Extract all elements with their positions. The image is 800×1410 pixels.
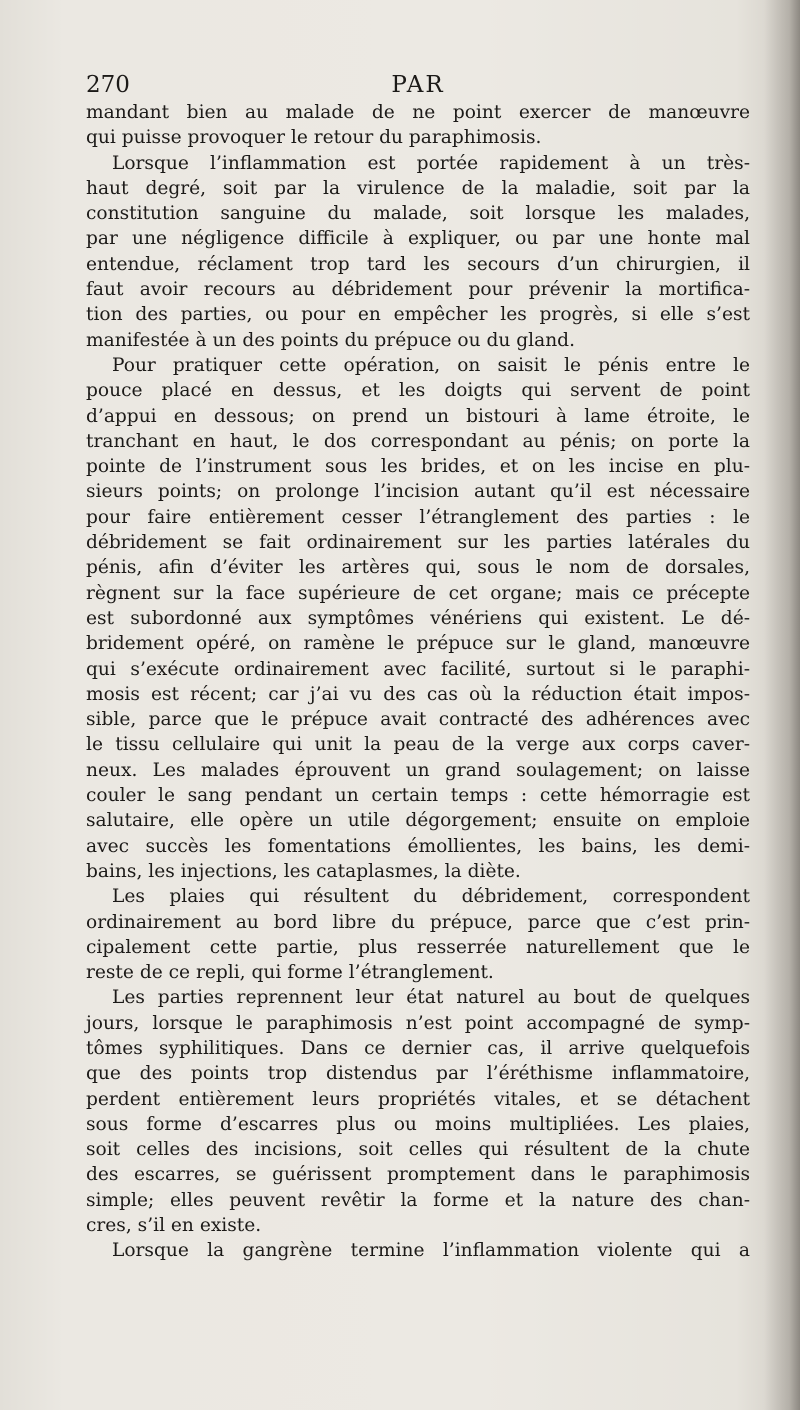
text-line: reste de ce repli, qui forme l’étranglement. <box>86 962 494 984</box>
text-line: ordinairement au bord libre du prépuce, parce que c’est prin- <box>86 911 750 933</box>
text-line: mandant bien au malade de ne point exercer de manœuvre <box>86 102 750 123</box>
text-line: mosis est récent; car j’ai vu des cas où la réduction était impos- <box>86 683 750 705</box>
text-line: faut avoir recours au débridement pour prévenir la mortifica- <box>86 279 750 301</box>
text-line: avec succès les fomentations émollientes, les bains, les demi- <box>86 835 750 857</box>
body-text <box>86 100 750 1264</box>
text-line: débridement se fait ordinairement sur les parties latérales du <box>86 532 750 554</box>
text-line: neux. Les malades éprouvent un grand soulagement; on laisse <box>86 759 750 781</box>
text-line: soit celles des incisions, soit celles qui résultent de la chute <box>86 1139 750 1161</box>
page-edge-shadow <box>764 0 800 1410</box>
text-line: Pour pratiquer cette opération, on saisit le pénis entre le <box>112 354 750 376</box>
text-line: Lorsque l’inflammation est portée rapidement à un très- <box>112 152 750 174</box>
text-line: perdent entièrement leurs propriétés vitales, et se détachent <box>86 1088 750 1110</box>
text-line: Lorsque la gangrène termine l’inflammation violente qui a <box>112 1240 750 1262</box>
text-line: simple; elles peuvent revêtir la forme et la nature des chan- <box>86 1189 750 1211</box>
text-line: bridement opéré, on ramène le prépuce sur le gland, manœuvre <box>86 633 750 655</box>
text-line: tion des parties, ou pour en empêcher les progrès, si elle s’est <box>86 304 750 326</box>
text-line: manifestée à un des points du prépuce ou du gland. <box>86 329 575 351</box>
text-line: cipalement cette partie, plus resserrée naturellement que le <box>86 936 750 958</box>
text-line: pour faire entièrement cesser l’étranglement des parties : le <box>86 506 750 528</box>
running-head <box>86 72 750 102</box>
text-line: tranchant en haut, le dos correspondant au pénis; on porte la <box>86 430 750 452</box>
text-line: par une négligence difficile à expliquer, ou par une honte mal <box>86 228 750 250</box>
text-line: des escarres, se guérissent promptement dans le paraphimosis <box>86 1164 750 1186</box>
text-line: sible, parce que le prépuce avait contracté des adhérences avec <box>86 709 750 731</box>
text-line: qui puisse provoquer le retour du paraphimosis. <box>86 127 542 149</box>
text-line: jours, lorsque le paraphimosis n’est point accompagné de symp- <box>86 1012 750 1034</box>
text-line: constitution sanguine du malade, soit lorsque les malades, <box>86 203 750 225</box>
text-line: sieurs points; on prolonge l’incision autant qu’il est nécessaire <box>86 481 750 503</box>
text-line: qui s’exécute ordinairement avec facilité, surtout si le paraphi- <box>86 658 750 680</box>
text-line: pouce placé en dessus, et les doigts qui servent de point <box>86 380 750 402</box>
text-line: salutaire, elle opère un utile dégorgement; ensuite on emploie <box>86 810 750 832</box>
text-line: d’appui en dessous; on prend un bistouri à lame étroite, le <box>86 405 750 427</box>
text-line: tômes syphilitiques. Dans ce dernier cas, il arrive quelquefois <box>86 1037 750 1059</box>
text-line: que des points trop distendus par l’éréthisme inflammatoire, <box>86 1063 750 1085</box>
text-line: bains, les injections, les cataplasmes, la diète. <box>86 860 521 882</box>
text-line: couler le sang pendant un certain temps : cette hémorragie est <box>86 785 750 807</box>
text-line: cres, s’il en existe. <box>86 1215 262 1237</box>
text-line: pénis, afin d’éviter les artères qui, sous le nom de dorsales, <box>86 557 750 579</box>
text-line: est subordonné aux symptômes vénériens qui existent. Le dé- <box>86 607 750 629</box>
running-head-title: PAR <box>391 72 445 98</box>
text-line: Les parties reprennent leur état naturel au bout de quelques <box>112 987 750 1009</box>
page-number: 270 <box>86 72 130 98</box>
text-line: entendue, réclament trop tard les secours d’un chirurgien, il <box>86 253 750 275</box>
text-line: haut degré, soit par la virulence de la maladie, soit par la <box>86 177 750 199</box>
text-line: pointe de l’instrument sous les brides, et on les incise en plu- <box>86 456 750 478</box>
text-line: Les plaies qui résultent du débridement, correspondent <box>112 886 750 908</box>
text-line: sous forme d’escarres plus ou moins multipliées. Les plaies, <box>86 1113 750 1135</box>
text-line: le tissu cellulaire qui unit la peau de la verge aux corps caver- <box>86 734 750 756</box>
text-line: règnent sur la face supérieure de cet organe; mais ce précepte <box>86 582 750 604</box>
